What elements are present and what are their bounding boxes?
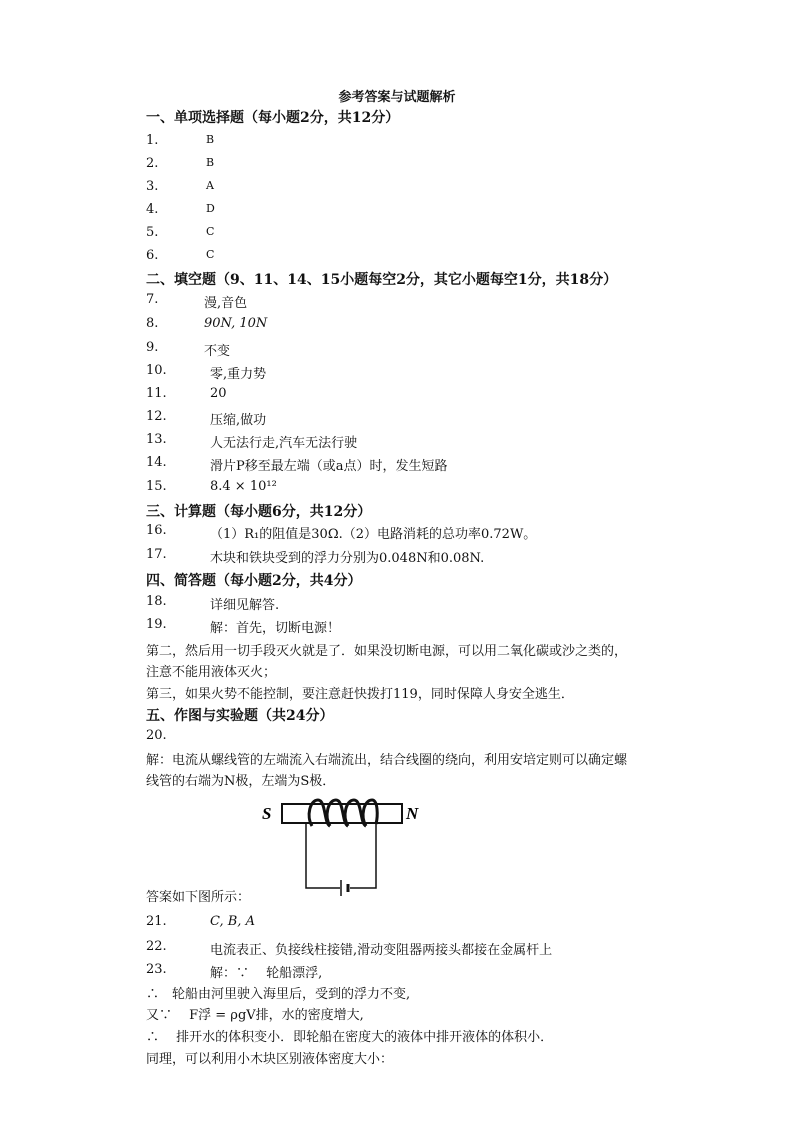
wire-right (350, 823, 376, 888)
answer-text: 8.4 × 10¹² (210, 479, 277, 494)
answer-text: B (206, 156, 215, 169)
question-number: 2. (146, 156, 159, 171)
wire-left (306, 823, 340, 888)
question-number: 10. (146, 363, 167, 378)
figure-caption: 答案如下图所示： (146, 890, 251, 905)
answer-text: B (206, 133, 215, 146)
q20-line-2: 线管的右端为N极，左端为S极． (146, 774, 336, 789)
answer-text: C (206, 225, 215, 238)
answer-text: 20 (210, 386, 227, 401)
question-number: 15. (146, 479, 167, 494)
question-number: 13. (146, 432, 167, 447)
answer-text: 压缩,做功 (210, 413, 267, 428)
q20-line-1: 解：电流从螺线管的左端流入右端流出，结合线圈的绕向，利用安培定则可以确定螺 (146, 753, 628, 768)
solenoid-circuit-figure (256, 796, 436, 896)
answer-text: 详细见解答. (210, 598, 280, 613)
section-heading-2: 二、填空题（9、11、14、15小题每空2分，其它小题每空1分，共18分） (146, 272, 618, 288)
answer-text: 解：∵ 轮船漂浮, (210, 966, 323, 981)
page-title: 参考答案与试题解析 (338, 90, 456, 105)
question-number: 5. (146, 225, 159, 240)
question-number: 18. (146, 594, 167, 609)
question-number: 12. (146, 409, 167, 424)
answer-text: 滑片P移至最左端（或a点）时，发生短路 (210, 459, 448, 474)
question-number: 4. (146, 202, 159, 217)
q19-line-4: 第三，如果火势不能控制，要注意赶快拨打119，同时保障人身安全逃生． (146, 687, 574, 702)
section-heading-4: 四、简答题（每小题2分，共4分） (146, 573, 362, 589)
q19-line-2: 第二，然后用一切手段灭火就是了．如果没切断电源，可以用二氧化碳或沙之类的， (146, 644, 628, 659)
answer-text: 解：首先，切断电源！ (210, 621, 341, 636)
answer-text: D (206, 202, 215, 215)
answer-text: 人无法行走,汽车无法行驶 (210, 436, 358, 451)
question-number: 9. (146, 340, 159, 355)
section-heading-3: 三、计算题（每小题6分，共12分） (146, 504, 372, 520)
answer-text: 漫,音色 (204, 296, 248, 311)
answer-text: C, B, A (210, 914, 255, 929)
question-number: 7. (146, 292, 159, 307)
question-number: 14. (146, 455, 167, 470)
q23-line-3: 又∵ F浮 = ρgV排，水的密度增大, (146, 1008, 364, 1023)
question-number: 22. (146, 939, 167, 954)
answer-text: 90N, 10N (204, 316, 268, 331)
answer-text: C (206, 248, 215, 261)
answer-text: 木块和铁块受到的浮力分别为0.048N和0.08N. (210, 551, 485, 566)
question-number: 3. (146, 179, 159, 194)
q23-line-4: ∴ 排开水的体积变小．即轮船在密度大的液体中排开液体的体积小． (146, 1030, 554, 1045)
question-number: 21. (146, 914, 167, 929)
north-pole-label: N (406, 804, 419, 823)
q23-line-5: 同理，可以利用小木块区别液体密度大小： (146, 1052, 394, 1067)
question-number: 1. (146, 133, 159, 148)
q19-line-3: 注意不能用液体灭火； (146, 665, 277, 680)
section-heading-1: 一、单项选择题（每小题2分，共12分） (146, 110, 400, 126)
question-number: 11. (146, 386, 167, 401)
answer-text: A (206, 179, 214, 192)
q20-number: 20. (146, 728, 167, 743)
question-number: 23. (146, 962, 167, 977)
question-number: 6. (146, 248, 159, 263)
question-number: 17. (146, 547, 167, 562)
section-heading-5: 五、作图与实验题（共24分） (146, 708, 334, 724)
question-number: 16. (146, 523, 167, 538)
answer-text: 零,重力势 (210, 367, 267, 382)
answer-text: 不变 (204, 344, 231, 359)
answer-text: 电流表正、负接线柱接错,滑动变阻器两接头都接在金属杆上 (210, 943, 553, 958)
q23-line-2: ∴ 轮船由河里驶入海里后，受到的浮力不变, (146, 987, 411, 1002)
question-number: 19. (146, 617, 167, 632)
question-number: 8. (146, 316, 159, 331)
answer-text: （1）R₁的阻值是30Ω.（2）电路消耗的总功率0.72W。 (210, 527, 537, 542)
south-pole-label: S (262, 804, 272, 823)
